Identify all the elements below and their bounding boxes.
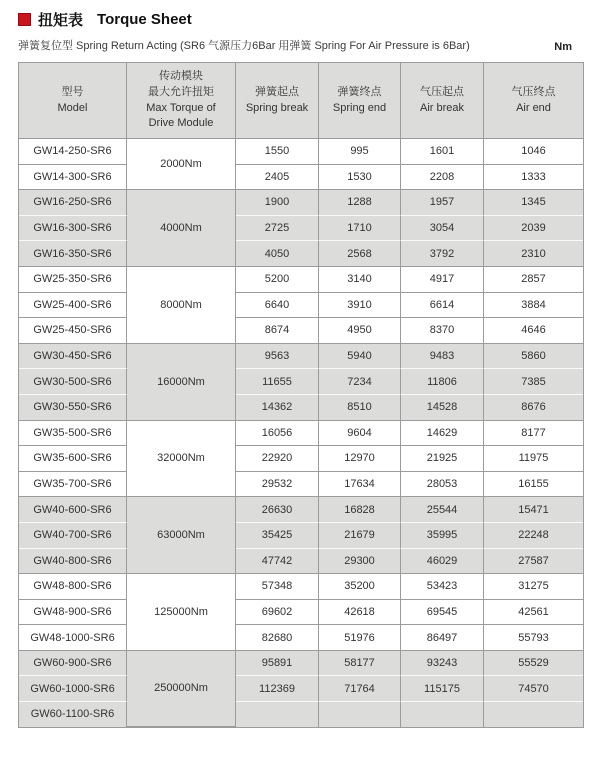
model-cell: GW35-500-SR6 [19, 421, 127, 447]
table-row [19, 369, 583, 395]
value-cell: 112369 [236, 676, 319, 702]
column-header-line: 气压起点 [420, 85, 464, 98]
value-cell: 25544 [401, 497, 484, 523]
value-cell: 9604 [319, 421, 401, 447]
value-cell: 28053 [401, 472, 484, 498]
table-row [19, 600, 583, 626]
table-header-row [19, 63, 583, 139]
value-cell: 8676 [484, 395, 583, 421]
value-cell: 2857 [484, 267, 583, 293]
value-cell: 21925 [401, 446, 484, 472]
max-torque-cell: 2000Nm [127, 139, 236, 190]
red-square-bullet-icon [18, 13, 31, 26]
model-cell: GW48-800-SR6 [19, 574, 127, 600]
value-cell: 3140 [319, 267, 401, 293]
model-cell: GW60-1100-SR6 [19, 702, 127, 727]
value-cell: 42561 [484, 600, 583, 626]
value-cell: 58177 [319, 651, 401, 677]
column-header-spring-end [319, 63, 401, 139]
table-row [19, 190, 583, 216]
value-cell: 35995 [401, 523, 484, 549]
value-cell: 46029 [401, 549, 484, 575]
model-cell: GW30-550-SR6 [19, 395, 127, 421]
value-cell: 1957 [401, 190, 484, 216]
column-header-line: 弹簧起点 [255, 85, 299, 98]
column-header-line: Max Torque of [146, 101, 216, 114]
value-cell: 995 [319, 139, 401, 165]
value-cell: 9563 [236, 344, 319, 370]
table-row [19, 267, 583, 293]
value-cell: 74570 [484, 676, 583, 702]
table-row [19, 139, 583, 165]
model-cell: GW35-700-SR6 [19, 472, 127, 498]
model-cell: GW60-1000-SR6 [19, 676, 127, 702]
max-torque-cell: 125000Nm [127, 574, 236, 651]
value-cell: 5200 [236, 267, 319, 293]
model-cell: GW35-600-SR6 [19, 446, 127, 472]
value-cell: 14362 [236, 395, 319, 421]
model-cell: GW30-450-SR6 [19, 344, 127, 370]
value-cell: 21679 [319, 523, 401, 549]
max-torque-cell: 63000Nm [127, 497, 236, 574]
value-cell: 17634 [319, 472, 401, 498]
max-torque-cell: 32000Nm [127, 421, 236, 498]
value-cell: 16155 [484, 472, 583, 498]
value-cell: 11806 [401, 369, 484, 395]
model-cell: GW14-300-SR6 [19, 165, 127, 191]
value-cell: 6614 [401, 293, 484, 319]
value-cell: 1345 [484, 190, 583, 216]
value-cell: 14528 [401, 395, 484, 421]
column-header-line: Model [57, 101, 88, 114]
value-cell: 4646 [484, 318, 583, 344]
model-cell: GW40-600-SR6 [19, 497, 127, 523]
column-header-air-break [401, 63, 484, 139]
value-cell: 1288 [319, 190, 401, 216]
table-row [19, 574, 583, 600]
column-header-line: 传动模块 [159, 69, 203, 82]
column-header-line: Air break [419, 101, 465, 114]
table-row [19, 318, 583, 344]
value-cell: 2568 [319, 241, 401, 267]
value-cell: 6640 [236, 293, 319, 319]
title-en: Torque Sheet [97, 10, 192, 28]
model-cell: GW40-800-SR6 [19, 549, 127, 575]
value-cell: 3054 [401, 216, 484, 242]
value-cell: 7385 [484, 369, 583, 395]
column-header-line: 气压终点 [511, 85, 556, 98]
column-header-line: 最大允许扭矩 [148, 85, 214, 98]
max-torque-cell: 8000Nm [127, 267, 236, 344]
model-cell: GW16-250-SR6 [19, 190, 127, 216]
value-cell: 1710 [319, 216, 401, 242]
table-row [19, 216, 583, 242]
model-cell: GW60-900-SR6 [19, 651, 127, 677]
max-torque-cell: 16000Nm [127, 344, 236, 421]
model-cell: GW48-1000-SR6 [19, 625, 127, 651]
value-cell: 2405 [236, 165, 319, 191]
value-cell: 2208 [401, 165, 484, 191]
column-header-line: 型号 [61, 85, 84, 98]
value-cell: 35200 [319, 574, 401, 600]
value-cell: 35425 [236, 523, 319, 549]
value-cell: 1046 [484, 139, 583, 165]
column-header-line: Drive Module [148, 117, 214, 130]
column-header-line: 弹簧终点 [337, 85, 382, 98]
value-cell: 11655 [236, 369, 319, 395]
value-cell [236, 702, 319, 727]
value-cell: 55793 [484, 625, 583, 651]
value-cell: 1530 [319, 165, 401, 191]
table-row [19, 241, 583, 267]
value-cell: 69545 [401, 600, 484, 626]
value-cell: 1601 [401, 139, 484, 165]
value-cell: 2039 [484, 216, 583, 242]
value-cell: 1333 [484, 165, 583, 191]
model-cell: GW48-900-SR6 [19, 600, 127, 626]
value-cell [319, 702, 401, 727]
value-cell: 16828 [319, 497, 401, 523]
value-cell [484, 702, 583, 727]
value-cell: 57348 [236, 574, 319, 600]
value-cell: 8177 [484, 421, 583, 447]
page-title [18, 9, 582, 29]
model-cell: GW25-400-SR6 [19, 293, 127, 319]
value-cell: 29300 [319, 549, 401, 575]
value-cell: 16056 [236, 421, 319, 447]
value-cell: 22248 [484, 523, 583, 549]
value-cell: 69602 [236, 600, 319, 626]
value-cell: 14629 [401, 421, 484, 447]
value-cell: 5860 [484, 344, 583, 370]
value-cell: 86497 [401, 625, 484, 651]
value-cell: 3884 [484, 293, 583, 319]
value-cell: 51976 [319, 625, 401, 651]
table-row [19, 344, 583, 370]
table-row [19, 446, 583, 472]
value-cell: 8674 [236, 318, 319, 344]
model-cell: GW40-700-SR6 [19, 523, 127, 549]
value-cell: 8370 [401, 318, 484, 344]
column-header-air-end [484, 63, 583, 139]
value-cell: 11975 [484, 446, 583, 472]
table-row [19, 395, 583, 421]
value-cell: 47742 [236, 549, 319, 575]
value-cell: 29532 [236, 472, 319, 498]
table-header [19, 63, 583, 139]
value-cell: 8510 [319, 395, 401, 421]
value-cell: 82680 [236, 625, 319, 651]
value-cell: 55529 [484, 651, 583, 677]
model-cell: GW16-300-SR6 [19, 216, 127, 242]
title-zh: 扭矩表 [38, 11, 84, 29]
max-torque-cell: 250000Nm [127, 651, 236, 727]
column-header-line: Air end [516, 101, 551, 114]
table-row [19, 523, 583, 549]
value-cell: 42618 [319, 600, 401, 626]
table-row [19, 472, 583, 498]
value-cell: 4950 [319, 318, 401, 344]
value-cell: 27587 [484, 549, 583, 575]
value-cell: 1900 [236, 190, 319, 216]
value-cell: 7234 [319, 369, 401, 395]
value-cell: 15471 [484, 497, 583, 523]
value-cell: 93243 [401, 651, 484, 677]
table-row [19, 293, 583, 319]
model-cell: GW30-500-SR6 [19, 369, 127, 395]
model-cell: GW25-450-SR6 [19, 318, 127, 344]
column-header-max-torque [127, 63, 236, 139]
subtitle-row [18, 37, 582, 53]
value-cell: 9483 [401, 344, 484, 370]
value-cell [401, 702, 484, 727]
value-cell: 115175 [401, 676, 484, 702]
column-header-spring-break [236, 63, 319, 139]
value-cell: 2310 [484, 241, 583, 267]
table-row [19, 497, 583, 523]
value-cell: 31275 [484, 574, 583, 600]
value-cell: 53423 [401, 574, 484, 600]
value-cell: 22920 [236, 446, 319, 472]
value-cell: 3910 [319, 293, 401, 319]
value-cell: 12970 [319, 446, 401, 472]
model-cell: GW25-350-SR6 [19, 267, 127, 293]
subtitle: 弹簧复位型 Spring Return Acting (SR6 气源压力6Bar 用弹簧 Spring For Air Pressure is 6Bar) [18, 40, 470, 52]
value-cell: 71764 [319, 676, 401, 702]
table-row [19, 702, 583, 727]
value-cell: 4917 [401, 267, 484, 293]
table-row [19, 676, 583, 702]
max-torque-cell: 4000Nm [127, 190, 236, 267]
value-cell: 95891 [236, 651, 319, 677]
value-cell: 5940 [319, 344, 401, 370]
unit-label: Nm [554, 41, 572, 53]
torque-table [18, 62, 584, 728]
value-cell: 2725 [236, 216, 319, 242]
table-row [19, 651, 583, 677]
table-row [19, 625, 583, 651]
model-cell: GW16-350-SR6 [19, 241, 127, 267]
model-cell: GW14-250-SR6 [19, 139, 127, 165]
table-row [19, 549, 583, 575]
value-cell: 4050 [236, 241, 319, 267]
value-cell: 1550 [236, 139, 319, 165]
table-row [19, 421, 583, 447]
value-cell: 3792 [401, 241, 484, 267]
column-header-line: Spring break [245, 101, 309, 114]
column-header-line: Spring end [332, 101, 387, 114]
value-cell: 26630 [236, 497, 319, 523]
table-body [19, 139, 583, 727]
column-header-model [19, 63, 127, 139]
table-row [19, 165, 583, 191]
